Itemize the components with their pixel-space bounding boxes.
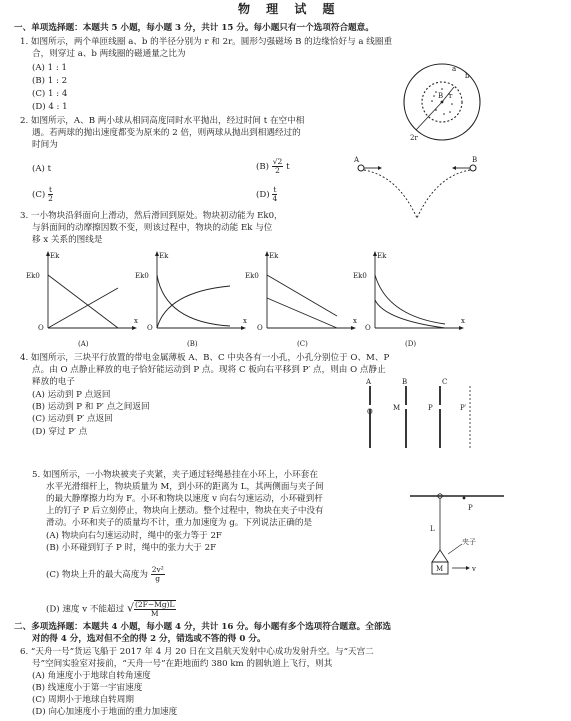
svg-text:Ek0: Ek0 bbox=[135, 272, 149, 280]
q4-stem-1: 4. 如图所示，三块平行放置的带电金属薄板 A、B、C 中央各有一小孔，小孔分别位于 O、M、P bbox=[20, 353, 390, 363]
svg-text:Ek0: Ek0 bbox=[245, 272, 259, 280]
fig1-label-B: B bbox=[438, 92, 444, 100]
fig4-label-O: O bbox=[367, 408, 373, 416]
clip bbox=[432, 550, 448, 562]
svg-text:Ek0: Ek0 bbox=[353, 272, 367, 280]
svg-text:O: O bbox=[257, 324, 263, 332]
q4-option-b: (B) 运动到 P 和 P′ 点之间返回 bbox=[32, 402, 150, 412]
q1-option-b: (B) 1 : 2 bbox=[32, 76, 68, 86]
q4-stem-2: 点。由 O 点静止释放的电子恰好能运动到 P 点。现将 C 板向右平移到 P′ 点，则由 O 点静止 bbox=[32, 365, 386, 375]
svg-text:O: O bbox=[38, 324, 44, 332]
q3-label-a: (A) bbox=[78, 340, 89, 348]
q5-option-d: (D) 速度 v 不能超过 √ $\frac{(2F-Mg)L}{M}$ bbox=[46, 600, 175, 618]
q3-graph-a bbox=[26, 250, 144, 350]
svg-text:O: O bbox=[147, 324, 153, 332]
q2-option-a: (A) t bbox=[32, 164, 52, 174]
q1-figure bbox=[392, 58, 492, 150]
q5-line-4: 上的钉子 P 后立刻停止，物块向上摆动。整个过程中，物块在夹子中没有 bbox=[46, 506, 324, 516]
q5-line-2: 水平光滑细杆上，物块质量为 M，到小环的距离为 L，其两侧面与夹子间 bbox=[46, 482, 324, 492]
q1-option-c: (C) 1 : 4 bbox=[32, 89, 68, 99]
svg-text:Ek0: Ek0 bbox=[26, 272, 40, 280]
q3-graph-d bbox=[353, 250, 471, 350]
q5-line-3: 的最大静摩擦力均为 F。小环和物块以速度 v 向右匀速运动，小环碰到杆 bbox=[46, 494, 323, 504]
svg-text:x: x bbox=[134, 317, 138, 325]
svg-text:Ek: Ek bbox=[50, 252, 60, 260]
q5-option-b: (B) 小环碰到钉子 P 时，绳中的张力大于 2F bbox=[46, 543, 217, 553]
q2-stem-2: 遇。若两球的抛出速度都变为原来的 2 倍，则两球从抛出到相遇经过的 bbox=[32, 128, 301, 138]
q3-stem-3: 移 x 关系的图线是 bbox=[32, 235, 103, 245]
q6-stem-1: 6. “天舟一号”货运飞船于 2017 年 4 月 20 日在文昌航天发射中心成功发射升空。与“天宫二 bbox=[20, 647, 374, 657]
fig2-label-A: A bbox=[354, 156, 360, 164]
fig5-label-M: M bbox=[436, 565, 444, 573]
q2-option-d: (D) $\frac{t}{4}$ bbox=[256, 185, 278, 203]
fig1-label-2r: 2r bbox=[410, 134, 418, 142]
svg-text:Ek: Ek bbox=[377, 252, 387, 260]
q5-figure bbox=[404, 486, 514, 586]
svg-text:O: O bbox=[365, 324, 371, 332]
fig5-label-P: P bbox=[468, 504, 473, 512]
q2-option-b: (B) $\frac{√2}{2}$ t bbox=[256, 157, 290, 175]
q5-line-1: 5. 如图所示，一小物块被夹子夹紧，夹子通过轻绳悬挂在小环上，小环套在 bbox=[32, 470, 318, 480]
section1-heading: 一、单项选择题：本题共 5 小题，每小题 3 分，共计 15 分。每小题只有一个选项符合题意。 bbox=[14, 23, 374, 33]
q1-stem-2: 合，则穿过 a、b 两线圈的磁通量之比为 bbox=[32, 49, 186, 59]
q4-option-d: (D) 穿过 P′ 点 bbox=[32, 427, 88, 437]
q1-option-a: (A) 1 : 1 bbox=[32, 63, 67, 73]
q6-option-a: (A) 角速度小于地球自转角速度 bbox=[32, 671, 151, 681]
fig4-label-A: A bbox=[366, 378, 372, 386]
fig4-label-P: P bbox=[428, 404, 433, 412]
q6-option-b: (B) 线速度小于第一宇宙速度 bbox=[32, 683, 143, 693]
fig1-label-r: r bbox=[449, 92, 453, 100]
q4-option-a: (A) 运动到 P 点返回 bbox=[32, 390, 111, 400]
q3-label-b: (B) bbox=[187, 340, 198, 348]
fig4-label-P-prime: P′ bbox=[460, 404, 467, 412]
q3-label-c: (C) bbox=[297, 340, 308, 348]
q3-label-d: (D) bbox=[405, 340, 417, 348]
ball-b bbox=[470, 165, 476, 171]
q5-line-5: 滑动。小环和夹子的质量均不计，重力加速度为 g。下列说法正确的是 bbox=[46, 518, 313, 528]
q3-stem-1: 3. 一小物块沿斜面向上滑动，然后滑回到原处。物块初动能为 Ek0， bbox=[20, 211, 283, 221]
fig5-label-L: L bbox=[430, 525, 435, 533]
q4-figure bbox=[356, 378, 486, 448]
svg-text:x: x bbox=[353, 317, 357, 325]
svg-text:Ek: Ek bbox=[159, 252, 169, 260]
q2-stem-3: 时间为 bbox=[32, 140, 58, 150]
q5-option-c: (C) 物块上升的最大高度为 $\frac{\text{2v²}}{g}$ bbox=[46, 565, 164, 583]
q6-option-c: (C) 周期小于地球自转周期 bbox=[32, 695, 134, 705]
section2-heading-2: 对的得 4 分，选对但不全的得 2 分，错选或不答的得 0 分。 bbox=[32, 634, 266, 644]
q3-graph-c bbox=[245, 250, 363, 350]
q6-stem-2: 号”空间实验室对接前，“天舟一号”在距地面约 380 km 的圆轨道上飞行，则其 bbox=[32, 659, 333, 669]
q2-stem-1: 2. 如图所示，A、B 两小球从相同高度同时水平抛出，经过时间 t 在空中相 bbox=[20, 116, 305, 126]
fig1-label-a: a bbox=[452, 65, 457, 73]
fig5-label-v: v bbox=[472, 565, 476, 573]
fig2-label-B: B bbox=[472, 156, 478, 164]
q3-graph-b bbox=[135, 250, 253, 350]
page-title: 物 理 试 题 bbox=[238, 2, 341, 16]
fig4-label-C: C bbox=[442, 378, 448, 386]
q1-stem-1: 1. 如图所示，两个单匝线圈 a、b 的半径分别为 r 和 2r。圆形匀强磁场 B 的边缘恰好与 a 线圈重 bbox=[20, 37, 393, 47]
section2-heading-1: 二、多项选择题：本题共 4 小题，每小题 4 分，共计 16 分。每小题有多个选项符合题意。全部选 bbox=[14, 622, 392, 632]
fig4-label-M: M bbox=[393, 404, 401, 412]
nail-p bbox=[463, 497, 466, 500]
fig5-label-clip: 夹子 bbox=[462, 538, 476, 546]
q2-figure bbox=[348, 154, 488, 224]
q6-option-d: (D) 向心加速度小于地面的重力加速度 bbox=[32, 707, 178, 717]
q4-stem-3: 释放的电子 bbox=[32, 377, 75, 387]
svg-text:x: x bbox=[243, 317, 247, 325]
svg-text:x: x bbox=[461, 317, 465, 325]
fig1-label-b: b bbox=[465, 72, 470, 80]
fig4-label-B: B bbox=[402, 378, 408, 386]
q4-option-c: (C) 运动到 P′ 点返回 bbox=[32, 414, 113, 424]
q1-option-d: (D) 4 : 1 bbox=[32, 102, 68, 112]
q3-stem-2: 与斜面间的动摩擦因数不变，则该过程中，物块的动能 Ek 与位 bbox=[32, 223, 273, 233]
svg-text:Ek: Ek bbox=[269, 252, 279, 260]
q5-option-a: (A) 物块向右匀速运动时，绳中的张力等于 2F bbox=[46, 531, 222, 541]
ball-a bbox=[358, 165, 364, 171]
q2-option-c: (C) $\frac{t}{2}$ bbox=[32, 185, 53, 203]
